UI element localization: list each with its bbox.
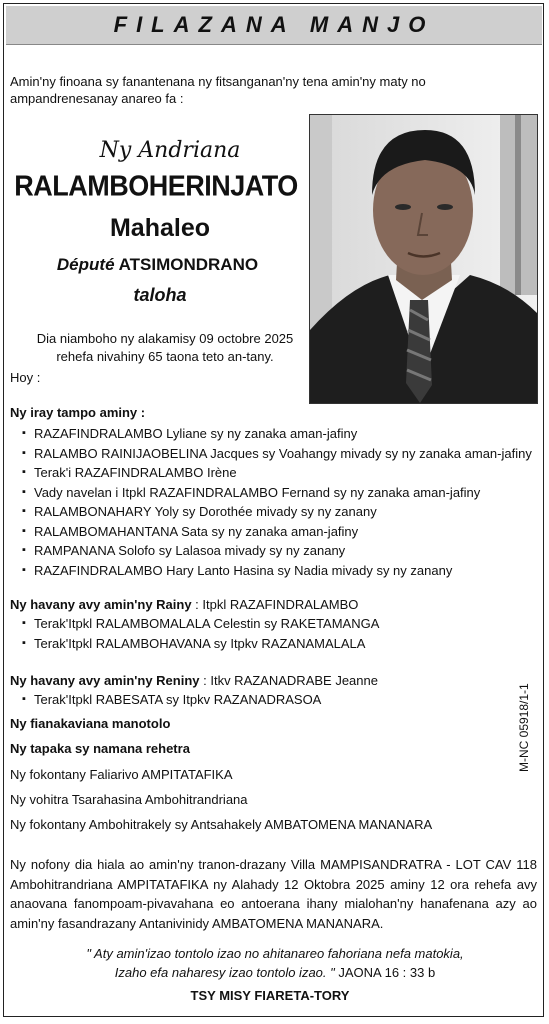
notice-banner [6, 6, 542, 45]
list-item: ▪ Terak'Itpkl RABESATA sy Itpkv RAZANADRASOA [22, 690, 321, 710]
list-item: ▪ RALAMBONAHARY Yoly sy Dorothée mivady sy ny zanany [22, 502, 532, 522]
list-item: ▪ RALAMBO RAINIJAOBELINA Jacques sy Voahangy mivady sy ny zanaka aman-jafiny [22, 444, 532, 464]
side-reference: M-NC 05918/1-1 [517, 683, 531, 772]
quote-reference: JAONA 16 : 33 b [338, 965, 436, 980]
tapaka-line: Ny tapaka sy namana rehetra [10, 741, 190, 756]
deceased-surname: RALAMBOHERINJATO [14, 170, 298, 202]
death-line-2: rehefa nivahiny 65 taona teto an-tany. [56, 349, 274, 364]
quote-line-2-text: Izaho efa naharesy izao tontolo izao. " [114, 965, 335, 980]
list-item: ▪ Vady navelan i Itpkl RAZAFINDRALAMBO Fernand sy ny zanaka aman-jafiny [22, 483, 532, 503]
notice-title: FILAZANA MANJO [113, 12, 435, 37]
quote-line-1: " Aty amin'izao tontolo izao no ahitanareo fahoriana nefa matokia, [86, 946, 464, 961]
reniny-line [10, 673, 378, 688]
bible-quote [30, 944, 520, 982]
honorific: Ny Andriana [99, 138, 241, 163]
portrait-photo [309, 114, 538, 404]
title-prefix: Député [56, 255, 115, 274]
list-item: ▪ Terak'Itpkl RALAMBOMALALA Celestin sy RAKETAMANGA [22, 614, 379, 634]
rainy-heading: Ny havany avy amin'ny Rainy [10, 597, 192, 612]
intro-text: Amin'ny finoana sy fanantenana ny fitsanganan'ny tena amin'ny maty no ampandrenesanay anareo fa : [10, 74, 426, 106]
hoy-label: Hoy : [10, 370, 41, 385]
deceased-firstname: Mahaleo [109, 214, 211, 242]
funeral-paragraph: Ny nofony dia hiala ao amin'ny tranon-drazany Villa MAMPISANDRATRA - LOT CAV 118 Ambohitrandriana AMPITATAFIKA ny Alahady 12 Oktobra 2025 aminy 12 ora rehefa avy anaovana fanompoam-pivavahana eo antoerana ihany mialohan'ny hanafenana azy ao amin'ny fasandrazany Antanivinidy AMBATOMENA MANANARA. [10, 857, 537, 931]
title-suffix: taloha [133, 285, 187, 305]
fianakaviana-line: Ny fianakaviana manotolo [10, 716, 171, 731]
rainy-value: : Itpkl RAZAFINDRALAMBO [191, 597, 359, 612]
vohitra-line: Ny vohitra Tsarahasina Ambohitrandriana [10, 792, 248, 807]
title-place: ATSIMONDRANO [118, 255, 259, 274]
fokontany-faliarivo: Ny fokontany Faliarivo AMPITATAFIKA [10, 767, 233, 782]
quote-line-2 [30, 963, 520, 982]
rainy-line [10, 597, 358, 612]
rainy-list [22, 614, 379, 653]
list-item: ▪ RALAMBOMAHANTANA Sata sy ny zanaka aman-jafiny [22, 522, 532, 542]
list-item: ▪ RAZAFINDRALAMBO Lyliane sy ny zanaka aman-jafiny [22, 424, 532, 444]
list-item: ▪ RAZAFINDRALAMBO Hary Lanto Hasina sy Nadia mivady sy ny zanany [22, 561, 532, 581]
tampo-list [22, 424, 532, 580]
death-info [30, 330, 300, 366]
tampo-heading: Ny iray tampo aminy : [10, 405, 146, 420]
footer-note: TSY MISY FIARETA-TORY [190, 988, 350, 1003]
list-item: ▪ Terak'i RAZAFINDRALAMBO Irène [22, 463, 532, 483]
list-item: ▪ RAMPANANA Solofo sy Lalasoa mivady sy ny zanany [22, 541, 532, 561]
reniny-list [22, 690, 321, 710]
death-line-1: Dia niamboho ny alakamisy 09 octobre 2025 [36, 331, 294, 346]
reniny-value: : Itkv RAZANADRABE Jeanne [199, 673, 378, 688]
reniny-heading: Ny havany avy amin'ny Reniny [10, 673, 200, 688]
fokontany-ambohitrakely: Ny fokontany Ambohitrakely sy Antsahakely AMBATOMENA MANANARA [10, 817, 433, 832]
deceased-title [20, 255, 295, 275]
list-item: ▪ Terak'Itpkl RALAMBOHAVANA sy Itpkv RAZANAMALALA [22, 634, 379, 654]
